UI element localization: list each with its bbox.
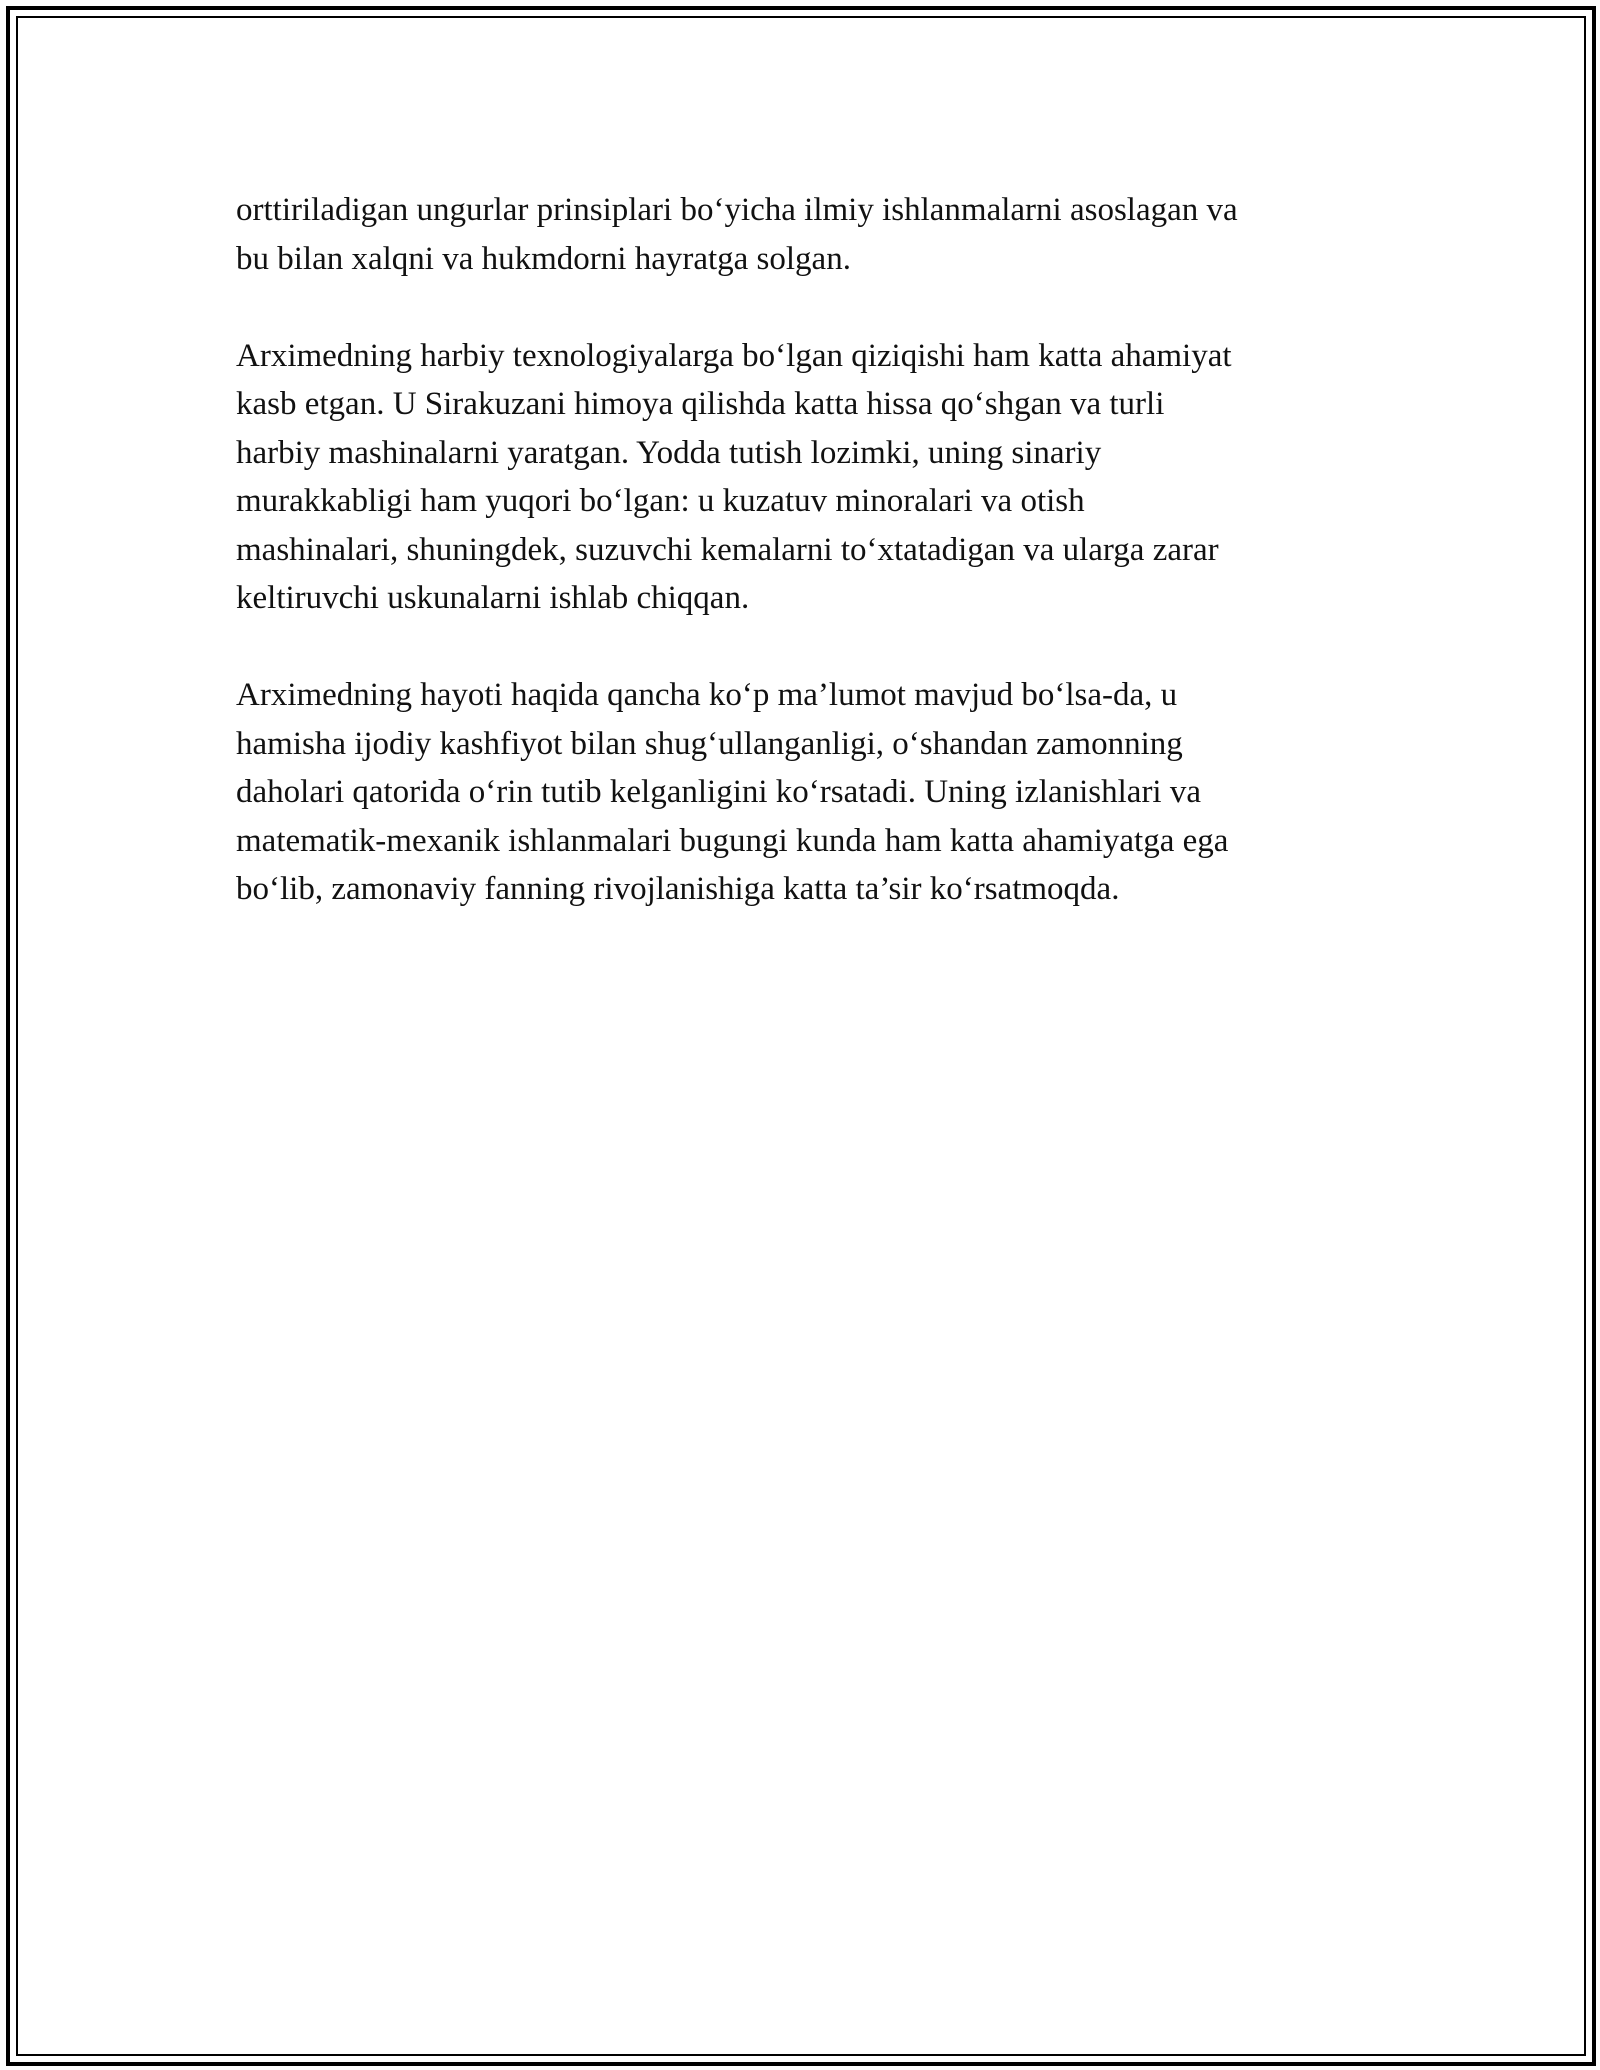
paragraph-3: Arximedning hayoti haqida qancha ko‘p ma’lumot mavjud bo‘lsa-da, u hamisha ijodiy kashfiyot bilan shug‘ullanganligi, o‘shandan zamonning daholari qatorida o‘rin tutib kelganligini ko‘rsatadi. Uning izlanishlari va matematik-mexanik ishlanmalari bugungi kunda ham katta ahamiyatga ega bo‘lib, zamonaviy fanning rivojlanishiga katta ta’sir ko‘rsatmoqda.: [236, 677, 1229, 907]
paragraph-2: Arximedning harbiy texnologiyalarga bo‘lgan qiziqishi ham katta ahamiyat kasb etgan. U Sirakuzani himoya qilishda katta hissa qo‘shgan va turli harbiy mashinalarni yaratgan. Yodda tutish lozimki, uning sinariy murakkabligi ham yuqori bo‘lgan: u kuzatuv minoralari va otish mashinalari, shuningdek, suzuvchi kemalarni to‘xtatadigan va ularga zarar keltiruvchi uskunalarni ishlab chiqqan.: [236, 337, 1232, 616]
paragraph-1: orttiriladigan ungurlar prinsiplari bo‘yicha ilmiy ishlanmalarni asoslagan va bu bilan xalqni va hukmdorni hayratga solgan.: [236, 192, 1238, 277]
document-body: [236, 186, 1366, 962]
